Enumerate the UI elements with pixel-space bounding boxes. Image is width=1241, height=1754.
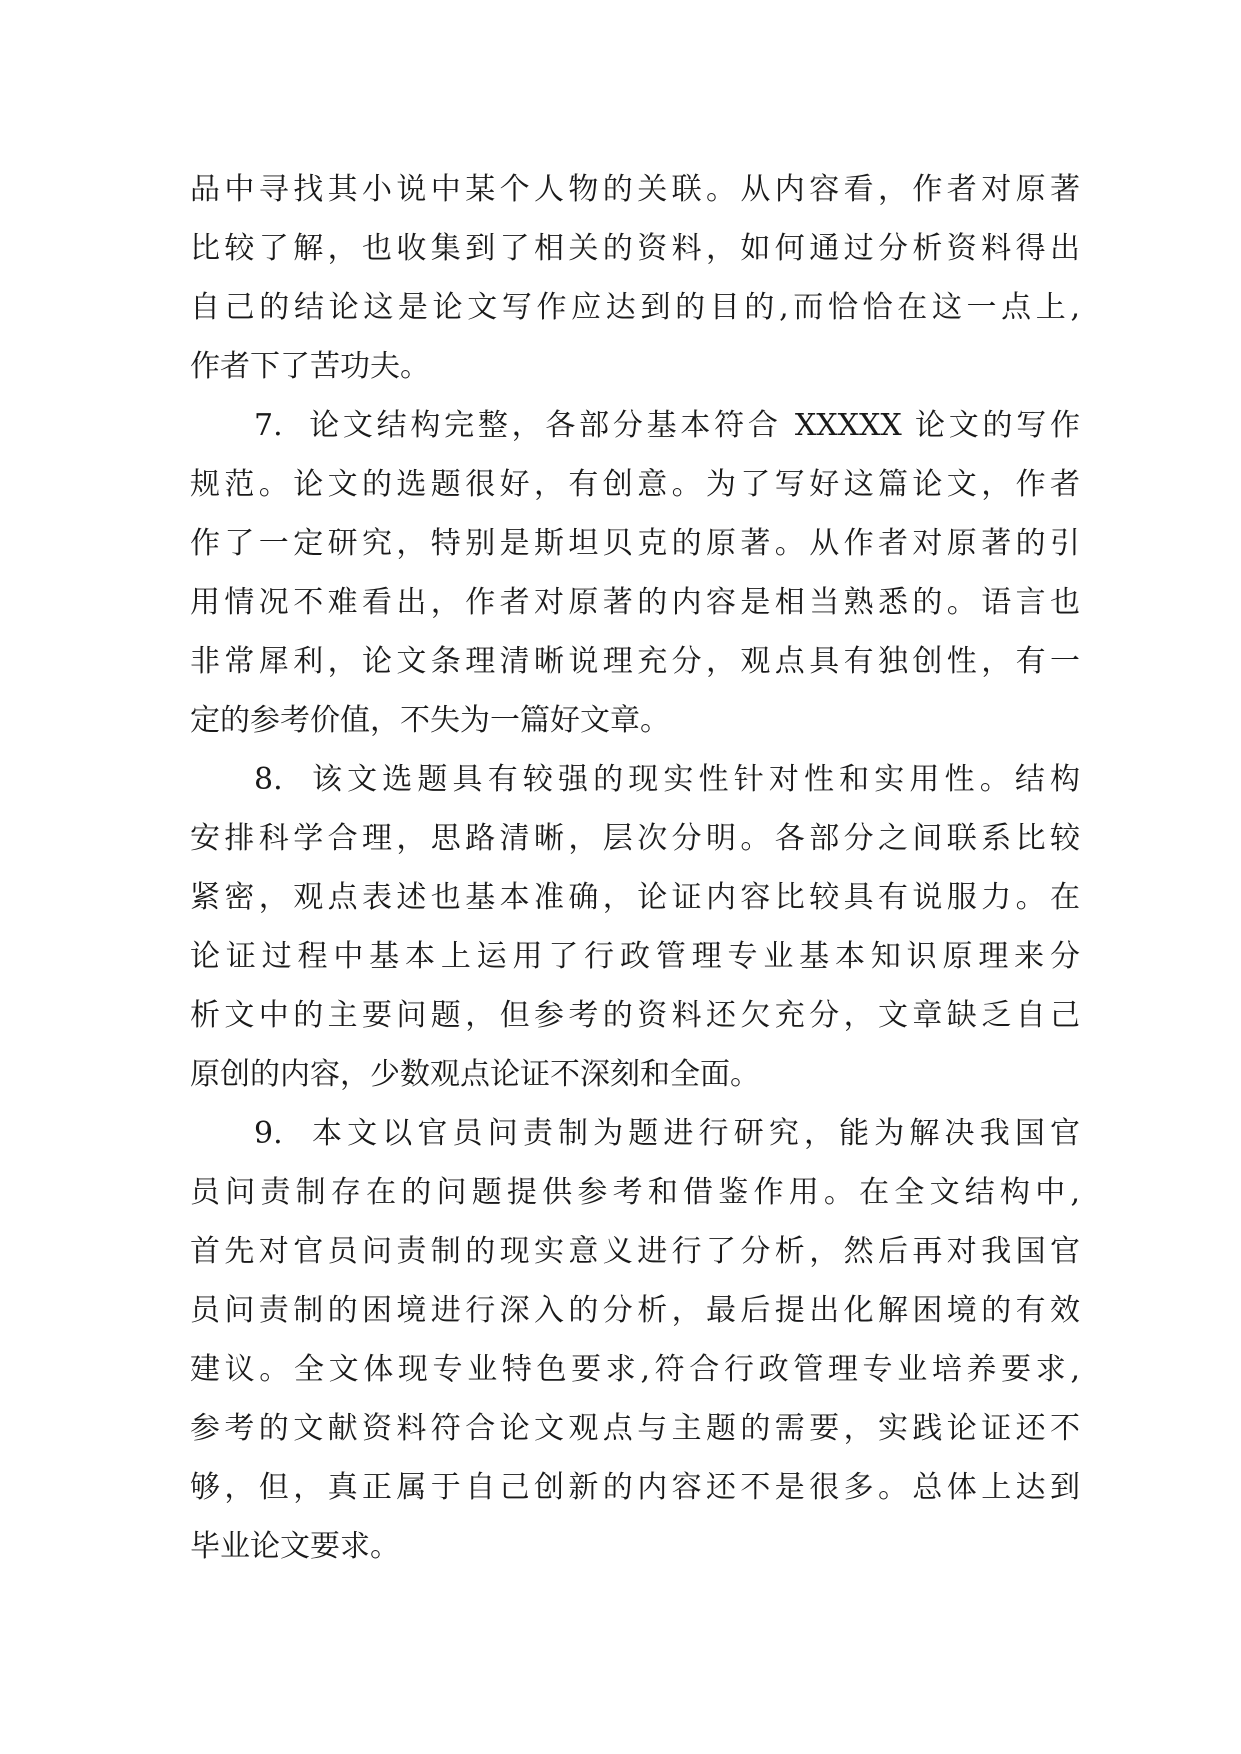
body-text-line: 作者下了苦功夫。: [190, 349, 430, 384]
body-text-line: 非常犀利，论文条理清晰说理充分，观点具有独创性，有一: [190, 644, 1080, 679]
body-text-line: 作了一定研究，特别是斯坦贝克的原著。从作者对原著的引: [190, 526, 1080, 561]
body-text-line: 毕业论文要求。: [190, 1529, 400, 1564]
numbered-item-start-9: 9. 本文以官员问责制为题进行研究，能为解决我国官: [254, 1116, 1080, 1151]
body-text-line: 参考的文献资料符合论文观点与主题的需要，实践论证还不: [190, 1411, 1080, 1446]
body-text-line: 首先对官员问责制的现实意义进行了分析，然后再对我国官: [190, 1234, 1080, 1269]
body-text-line: 原创的内容，少数观点论证不深刻和全面。: [190, 1057, 760, 1092]
body-text-line: 品中寻找其小说中某个人物的关联。从内容看，作者对原著: [190, 172, 1080, 207]
body-text-line: 安排科学合理，思路清晰，层次分明。各部分之间联系比较: [190, 821, 1080, 856]
body-text-line: 员问责制存在的问题提供参考和借鉴作用。在全文结构中,: [190, 1175, 1080, 1210]
body-text-line: 比较了解，也收集到了相关的资料，如何通过分析资料得出: [190, 231, 1080, 266]
body-text-line: 够，但，真正属于自己创新的内容还不是很多。总体上达到: [190, 1470, 1080, 1505]
body-text-line: 紧密，观点表述也基本准确，论证内容比较具有说服力。在: [190, 880, 1080, 915]
body-text-line: 建议。全文体现专业特色要求,符合行政管理专业培养要求,: [190, 1352, 1080, 1387]
body-text-line: 用情况不难看出，作者对原著的内容是相当熟悉的。语言也: [190, 585, 1080, 620]
body-text-line: 规范。论文的选题很好，有创意。为了写好这篇论文，作者: [190, 467, 1080, 502]
document-body: [190, 160, 1080, 1576]
body-text-line: 自己的结论这是论文写作应达到的目的,而恰恰在这一点上,: [190, 290, 1080, 325]
body-text-line: 论证过程中基本上运用了行政管理专业基本知识原理来分: [190, 939, 1080, 974]
body-text-line: 员问责制的困境进行深入的分析，最后提出化解困境的有效: [190, 1293, 1080, 1328]
body-text-line: 析文中的主要问题，但参考的资料还欠充分，文章缺乏自己: [190, 998, 1080, 1033]
numbered-item-start-7: 7. 论文结构完整，各部分基本符合 XXXXX 论文的写作: [254, 408, 1080, 443]
body-text-line: 定的参考价值，不失为一篇好文章。: [190, 703, 670, 738]
numbered-item-start-8: 8. 该文选题具有较强的现实性针对性和实用性。结构: [254, 762, 1080, 797]
